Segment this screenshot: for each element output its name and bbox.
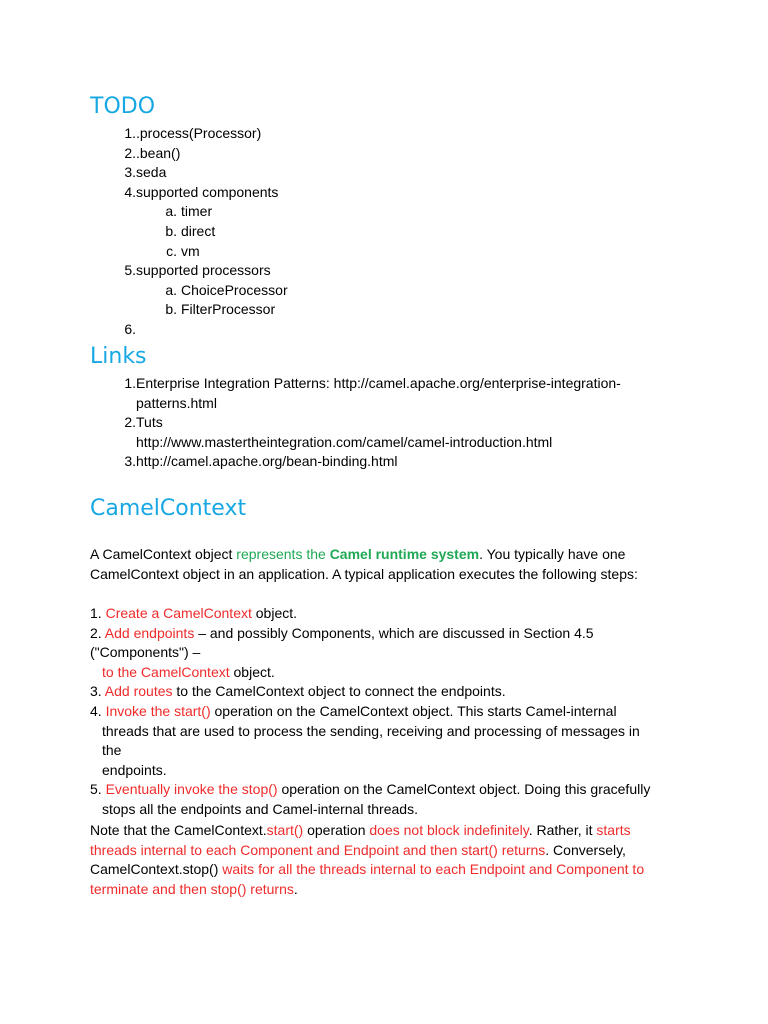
links-list — [124, 374, 636, 472]
list-item: 2. Tuts http://www.mastertheintegration.com/camel/camel-introduction.html — [124, 414, 553, 450]
step-3: 3. Add routes to the CamelContext object to connect the endpoints. — [90, 683, 506, 700]
list-item: 3. http://camel.apache.org/bean-binding.html — [124, 453, 398, 470]
todo-heading: TODO — [90, 94, 156, 119]
sub-list-item: a. ChoiceProcessor — [165, 281, 288, 298]
list-item: 1. .process(Processor) — [124, 125, 262, 141]
sub-list-item: b. direct — [165, 222, 216, 239]
steps-list: 1. Create a CamelContext object. 2. Add endpoints – and possibly Components, which are discussed in Section 4.5 ("Components") – to the CamelContext object. 3. Add routes to the CamelContext object to connect the endpoints. 4. Invoke the start() operation on the CamelContext object. This starts Camel-internal threads that are used to process the sending, receiving and processing of messages in the endpoints. 5. Eventually invoke the stop() operation on the CamelContext object. Doing this gracefully stops all the endpoints and Camel-internal threads. — [90, 604, 660, 820]
sub-list-item: b. FilterProcessor — [165, 301, 276, 318]
todo-list: 1. .process(Processor) 2. .bean() 3. seda 4. supported components a. timer b. direct c. vm 5. supported processors a. ChoiceProcessor b. FilterProcessor 6. — [136, 124, 636, 320]
note-paragraph: Note that the CamelContext.start() operation does not block indefinitely. Rather, it starts threads internal to each Component and Endpoint and then start() returns. Conversely, CamelContext.stop() waits for all the threads internal to each Endpoint and Component to terminate and then stop() returns. — [90, 822, 645, 897]
sub-list — [165, 281, 681, 320]
list-item: 2. .bean() — [124, 144, 181, 161]
list-item: 1. Enterprise Integration Patterns: http://camel.apache.org/enterprise-integration- patterns.html — [124, 375, 621, 411]
list-item: 5. supported processors a. ChoiceProcessor b. FilterProcessor — [136, 261, 636, 320]
links-heading: Links — [90, 344, 147, 369]
list-item: 4. supported components a. timer b. direct c. vm — [136, 183, 636, 261]
step-5: 5. Eventually invoke the stop() operation on the CamelContext object. Doing this gracefully — [90, 781, 651, 798]
step-2: 2. Add endpoints – and possibly Components, which are discussed in Section 4.5 — [90, 624, 594, 641]
list-item: 3. seda — [124, 164, 167, 181]
step-4: 4. Invoke the start() operation on the CamelContext object. This starts Camel-internal — [90, 702, 617, 719]
intro-paragraph: A CamelContext object represents the Camel runtime system. You typically have one CamelContext object in an application. A typical application executes the following steps: — [90, 546, 638, 582]
camelcontext-heading: CamelContext — [90, 496, 247, 521]
step-1: 1. Create a CamelContext object. — [90, 605, 298, 621]
sub-list-item: a. timer — [165, 203, 213, 220]
sub-list-item: c. vm — [166, 242, 200, 259]
